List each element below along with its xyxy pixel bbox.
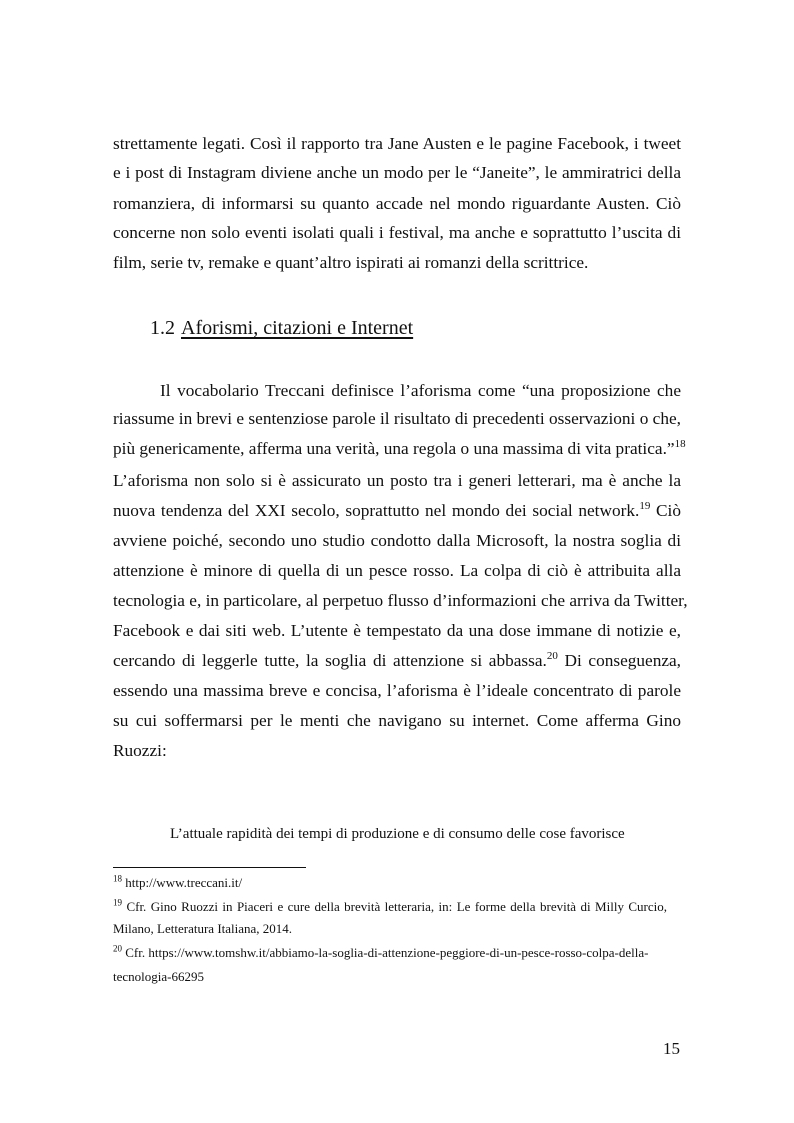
paragraph-2-text: nuova tendenza del XXI secolo, soprattutto nel mondo dei social network. <box>113 501 640 520</box>
paragraph-2-line <box>113 650 681 672</box>
paragraph-2-text: Ciò <box>650 501 681 520</box>
paragraph-2-line <box>113 500 681 522</box>
footnote-number: 18 <box>113 873 122 884</box>
paragraph-2-line: Facebook e dai siti web. L’utente è tempestato da una dose immane di notizie e, <box>113 621 681 640</box>
paragraph-1-line: e i post di Instagram diviene anche un modo per le “Janeite”, le ammiratrici della <box>113 163 681 182</box>
paragraph-2-line: su cui soffermarsi per le menti che navigano su internet. Come afferma Gino <box>113 711 681 730</box>
paragraph-2-line: tecnologia e, in particolare, al perpetuo flusso d’informazioni che arriva da Twitter, <box>113 591 688 610</box>
paragraph-2-line: Il vocabolario Treccani definisce l’aforisma come “una proposizione che <box>160 381 681 400</box>
footnote-text: Cfr. Gino Ruozzi in Piaceri e cure della brevità letteraria, in: Le forme della brevità di Milly Curcio, <box>126 899 668 914</box>
paragraph-2-line: avviene poiché, secondo uno studio condotto dalla Microsoft, la nostra soglia di <box>113 531 681 550</box>
footnote-link[interactable]: Cfr. https://www.tomshw.it/abbiamo-la-soglia-di-attenzione-peggiore-di-un-pesce-rosso-colpa-della- <box>125 945 649 960</box>
section-number: 1.2 <box>150 317 175 339</box>
paragraph-2-line: riassume in brevi e sentenziose parole il risultato di precedenti osservazioni o che, <box>113 409 681 428</box>
paragraph-2-line: Ruozzi: <box>113 741 167 760</box>
block-quote: L’attuale rapidità dei tempi di produzione e di consumo delle cose favorisce <box>170 826 625 842</box>
footnote-ref-20[interactable]: 20 <box>546 650 558 663</box>
paragraph-2-text: Di conseguenza, <box>557 651 681 670</box>
paragraph-1-line: romanziera, di informarsi su quanto accade nel mondo riguardante Austen. Ciò <box>113 194 681 213</box>
footnote-ref-18[interactable]: 18 <box>674 438 686 451</box>
section-title: Aforismi, citazioni e Internet <box>181 317 414 339</box>
footnote-18 <box>113 874 242 892</box>
footnote-19 <box>113 898 667 916</box>
paragraph-2-text: più genericamente, afferma una verità, una regola o una massima di vita pratica.” <box>113 439 675 458</box>
section-heading <box>150 316 413 340</box>
footnote-link[interactable]: http://www.treccani.it/ <box>125 875 243 890</box>
paragraph-1-line: film, serie tv, remake e quant’altro ispirati ai romanzi della scrittrice. <box>113 253 589 272</box>
paragraph-2-line: essendo una massima breve e concisa, l’aforisma è l’ideale concentrato di parole <box>113 681 681 700</box>
paragraph-1-line: concerne non solo eventi isolati quali i festival, ma anche e soprattutto l’uscita di <box>113 223 681 242</box>
paragraph-2-line: L’aforisma non solo si è assicurato un posto tra i generi letterari, ma è anche la <box>113 471 681 490</box>
footnote-divider <box>113 867 306 868</box>
paragraph-2-line: attenzione è minore di quella di un pesce rosso. La colpa di ciò è attribuita alla <box>113 561 681 580</box>
footnote-number: 20 <box>113 943 122 954</box>
paragraph-2-text: cercando di leggerle tutte, la soglia di attenzione si abbassa. <box>113 651 547 670</box>
paragraph-1-line: strettamente legati. Così il rapporto tra Jane Austen e le pagine Facebook, i tweet <box>113 134 681 153</box>
footnote-ref-19[interactable]: 19 <box>639 500 651 513</box>
footnote-number: 19 <box>113 897 122 908</box>
page-number: 15 <box>663 1039 680 1058</box>
footnote-20 <box>113 944 648 962</box>
footnote-19-continued: Milano, Letteratura Italiana, 2014. <box>113 921 293 936</box>
footnote-20-continued[interactable]: tecnologia-66295 <box>113 969 204 984</box>
paragraph-2-line <box>113 438 686 460</box>
